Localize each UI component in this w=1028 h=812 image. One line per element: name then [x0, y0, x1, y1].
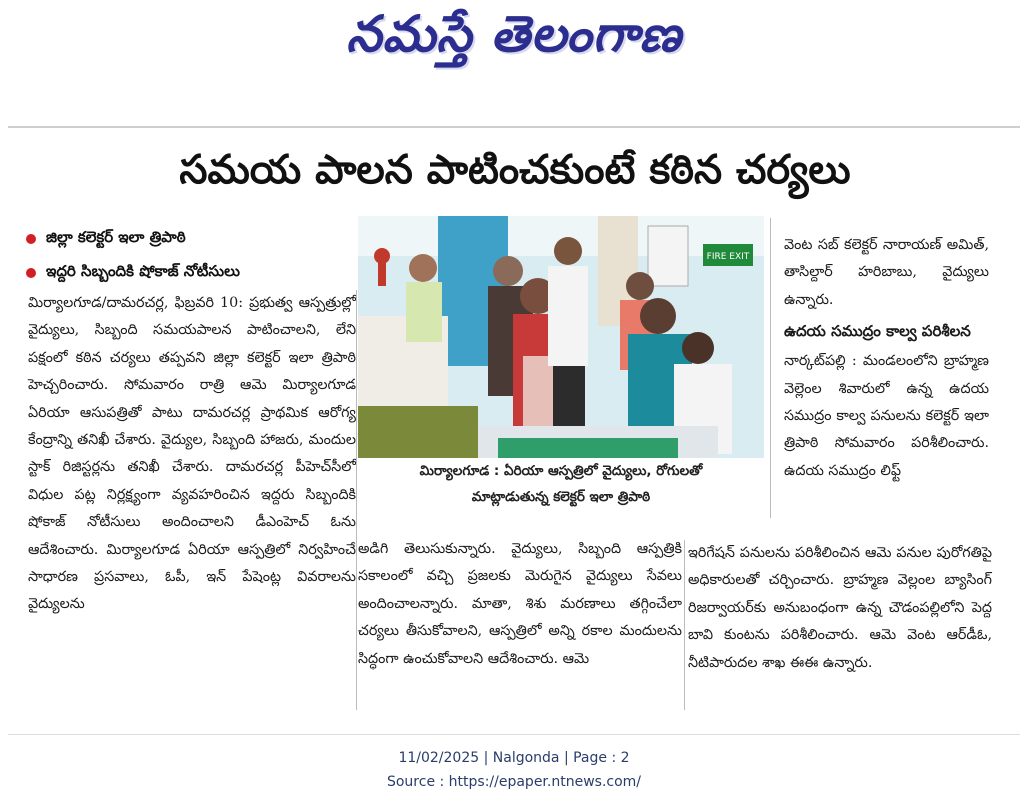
- bullet-dot-icon: [26, 268, 36, 278]
- article-column-1: [28, 290, 356, 619]
- caption-line: మిర్యాలగూడ : ఏరియా ఆస్పత్రిలో వైద్యులు, రోగులతో: [419, 463, 703, 479]
- article-text: వెంట సబ్ కలెక్టర్ నారాయణ్ అమిత్, తాసిల్దార్ హరిబాబు, వైద్యులు ఉన్నారు.: [784, 237, 989, 308]
- article-text: అడిగి తెలుసుకున్నారు. వైద్యులు, సిబ్బంది ఆస్పత్రికి సకాలంలో వచ్చి ప్రజలకు మెరుగైన వైద్యులు సేవలు అందించాలన్నారు. మాతా, శిశు మరణాలు తగ్గించేలా చర్యలు తీసుకోవాలని, ఆస్పత్రిలో అన్ని రకాల మందులను సిద్ధంగా ఉంచుకోవాలని ఆదేశించారు. ఆమె: [358, 541, 682, 667]
- bullet-list: [26, 222, 356, 290]
- bullet-item: [26, 256, 356, 290]
- photo-caption: [358, 458, 764, 518]
- fire-exit-sign: FIRE EXIT: [706, 252, 750, 262]
- headline: సమయ పాలన పాటించకుంటే కఠిన చర్యలు: [179, 147, 851, 193]
- column-divider: [356, 290, 357, 710]
- footer-source-link[interactable]: Source : https://epaper.ntnews.com/: [386, 774, 642, 790]
- article-column-3: [784, 232, 989, 485]
- article-column-4: [688, 540, 992, 677]
- sub-headline: ఉదయ సముద్రం కాల్వ పరిశీలన: [784, 322, 971, 341]
- article-column-2: [358, 536, 682, 673]
- news-photo: [358, 216, 764, 458]
- bullet-text: ఇద్దరి సిబ్బందికి షోకాజ్ నోటీసులు: [46, 262, 240, 280]
- top-divider: [8, 126, 1020, 128]
- article-text: మిర్యాలగూడ/దామరచర్ల, ఫిబ్రవరి 10: ప్రభుత్వ ఆస్పత్రుల్లో వైద్యులు, సిబ్బంది సమయపాలన పాటించాలని, లేని పక్షంలో కఠిన చర్యలు తప్పవని జిల్లా కలెక్టర్ ఇలా త్రిపాఠి హెచ్చరించారు. సోమవారం రాత్రి ఆమె మిర్యాలగూడ ఏరియా ఆసుపత్రితో పాటు దామరచర్ల ప్రాథమిక ఆరోగ్య కేంద్రాన్ని తనిఖీ చేశారు. వైద్యుల, సిబ్బంది హాజరు, మందుల స్టాక్ రిజిస్టర్లను తనిఖీ చేశారు. దామరచర్ల పీహెచ్‌సీలో విధుల పట్ల నిర్లక్ష్యంగా వ్యవహరించిన ఇద్దరు సిబ్బందికి షోకాజ్ నోటీసులు అందించాలని డీఎంహెచ్ ఓను ఆదేశించారు. మిర్యాలగూడ ఏరియా ఆస్పత్రిలో నిర్వహించే సాధారణ ప్రసవాలు, ఓపీ, ఇన్ పేషెంట్ల వివరాలను వైద్యులను: [28, 295, 356, 613]
- masthead-title: నమస్తే తెలంగాణ: [346, 4, 682, 63]
- masthead-logo: [0, 0, 1028, 80]
- article-text: నార్కట్‌పల్లి : మండలంలోని బ్రాహ్మణ వెల్లెంల శివారులో ఉన్న ఉదయ సముద్రం కాల్వ పనులను కలెక్టర్ ఇలా త్రిపాఠి సోమవారం పరిశీలించారు. ఉదయ సముద్రం లిఫ్ట్: [784, 353, 989, 479]
- bullet-dot-icon: [26, 234, 36, 244]
- caption-line: మాట్లాడుతున్న కలెక్టర్ ఇలా త్రిపాఠి: [471, 489, 651, 505]
- bullet-item: [26, 222, 356, 256]
- article-text: ఇరిగేషన్ పనులను పరిశీలించిన ఆమె పనుల పురోగతిపై అధికారులతో చర్చించారు. బ్రాహ్మణ వెల్లంల బ్యాసింగ్ రిజర్వాయర్‌కు అనుబంధంగా ఉన్న చౌడంపల్లిలోని పెద్ద బావి కుంటను పరిశీలించారు. ఆమె వెంట ఆర్‌డీఓ, నీటిపారుదల శాఖ ఈఈ ఉన్నారు.: [688, 545, 992, 671]
- column-divider: [770, 218, 771, 518]
- page-footer: [0, 746, 1028, 794]
- bottom-divider: [8, 734, 1020, 735]
- footer-edition-info: 11/02/2025 | Nalgonda | Page : 2: [398, 750, 630, 766]
- photo-illustration: [358, 216, 764, 458]
- column-divider: [684, 540, 685, 710]
- bullet-text: జిల్లా కలెక్టర్ ఇలా త్రిపాఠి: [46, 228, 186, 246]
